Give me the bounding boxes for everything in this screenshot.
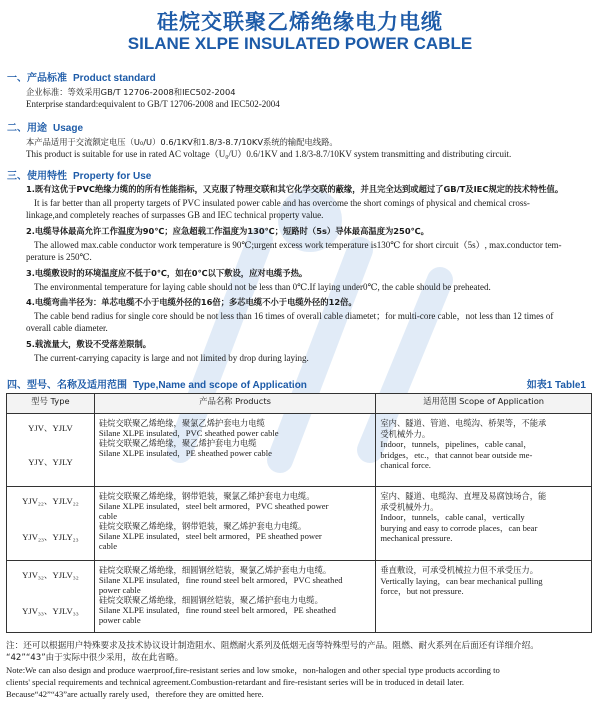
section-heading-en: Type,Name and scope of Application [133,380,307,391]
property-2-en: The allowed max.cable conductor work temperature is 90℃;urgent excess work temperature is130℃ for short circuit（5s）, max.conductor tem- [34,240,562,250]
note-cn: 注：还可以根据用户特殊要求及技术协议设计制造阻水、阻燃耐火系列及低烟无卤等特殊型号的产品。阻燃、耐火系列在后面还有详细介绍。 [6,641,539,651]
scope-line: bridges，etc.，that cannot bear outside me- [380,449,533,460]
section-heading-cn: 二、用途 [7,123,47,134]
scope-line: force，but not pressure. [380,586,464,596]
section-heading-en: Usage [53,123,84,134]
scope-line: 受机械外力。 [380,428,431,439]
scope-cell [376,561,592,633]
standard-en: Enterprise standard:equivalent to GB/T 12706-2008 and IEC502-2004 [26,99,280,109]
type-cell [7,561,95,633]
type-value: YJV、YJLV [28,423,73,433]
property-2-en-cont: perature is 250℃. [26,252,92,262]
table-row [7,561,592,633]
scope-line: burying and easy to corrode places，can bear [380,522,538,533]
product-line: Silane XLPE insulated，fine round steel belt armored，PVC sheathed [98,575,343,585]
section-heading-usage [7,119,83,134]
property-3-en: The environmental temperature for laying cable should not be less than 0℃.If laying under0℃, the cable should be preheated. [34,282,491,292]
note-en-2: clients' special requirements and technical agreement.Combustion-retardant and fire-resistant series will be in troduced in detail later. [6,677,465,687]
note-en: Note:We can also design and produce waerproof,fire-resistant series and low smoke，non-halogen and other special type products according to [6,665,500,675]
section-heading-property [7,167,151,182]
scope-line: chanical force. [380,460,431,470]
product-line: Silane XLPE insulated，PVC sheathed power cable [98,428,279,438]
scope-line: 室内、隧道、管道、电缆沟、桥架等，不能承 [380,418,547,428]
scope-line: 垂直敷设，可承受机械拉力但不承受压力。 [380,565,538,575]
type-table [6,393,592,633]
section-heading-cn: 四、型号、名称及适用范围 [7,380,127,391]
products-cell [94,487,375,561]
scope-line: Indoor，tunnels，pipelines，cable canal， [380,439,532,449]
note-cn-2: “42”“43”由于实际中很少采用，故在此省略。 [6,653,184,663]
header-type: 型号 Type [7,394,95,414]
type-cell [7,414,95,487]
property-3-cn: 3.电缆敷设时的环境温度应不低于0℃，如在0℃以下敷设，应对电缆予热。 [26,268,308,278]
product-line: 硅烷交联聚乙烯绝缘，细圆钢丝铠装，聚氯乙烯护套电力电缆。 [98,565,332,575]
scope-cell [376,414,592,487]
property-1-cn: 1.既有这优于PVC绝缘力缆的的所有性能指标，又克服了特理交联和其它化学交联的蔽缘，并且完全达到或超过了GB/T及IEC规定的技术特性值。 [26,184,564,194]
type-value: YJV₂₃、YJLY₂₃ [22,532,79,542]
scope-line: 承受机械外力。 [380,501,439,512]
property-4-en: The cable bend radius for single core should be not less than 16 times of overall cable diametet；for multi-core cable，not less than 12 times of [34,311,554,321]
scope-line: Indoor，tunnels，cable canal，vertically [380,512,525,522]
table-row [7,487,592,561]
scope-line: 室内、隧道、电缆沟、直埋及易腐蚀场合，能 [380,491,547,501]
product-line: 硅烷交联聚乙烯绝缘，聚乙烯护套电力电缆 [98,438,257,448]
scope-line: mechanical pressure. [380,533,453,543]
property-2-cn: 2.电缆导体最高允许工作温度为90℃；应急超载工作温度为130℃；短路时（5s）导体最高温度为250℃。 [26,226,429,236]
table-label: 如表1 Table1 [526,380,586,391]
product-line: Silane XLPE insulated，steel belt armored，PVC sheathed power [98,501,329,511]
usage-cn: 本产品适用于交流额定电压（U₀/U）0.6/1KV和1.8/3-8.7/10KV系统的输配电线路。 [26,137,338,147]
product-line: 硅烷交联聚乙烯绝缘，细圆钢丝铠装，聚乙烯护套电力电缆。 [98,595,323,605]
property-4-cn: 4.电缆弯曲半径为：单芯电缆不小于电缆外径的16倍；多芯电缆不小于电缆外径的12倍。 [26,297,357,307]
type-cell [7,487,95,561]
property-5-cn: 5.载流量大，敷设不受落差限制。 [26,339,152,349]
product-line: Silane XLPE insulated，PE sheathed power cable [98,448,272,458]
type-value: YJV₃₂、YJLV₃₂ [22,570,79,580]
property-1-en-cont: linkage,and completely reaches of surpasses GB and IEC technical property value. [26,210,324,220]
scope-line: Vertically laying，can bear mechanical pulling [380,575,543,586]
header-products: 产品名称 Products [94,394,375,414]
section-heading-type [7,376,307,391]
property-5-en: The current-carrying capacity is large and not limited by drop during laying. [34,353,309,363]
page-title-cn: 硅烷交联聚乙烯绝缘电力电缆 [157,10,443,34]
scope-cell [376,487,592,561]
property-4-en-cont: overall cable diameter. [26,323,108,333]
table-header-row [7,394,592,414]
product-line: Silane XLPE insulated，fine round steel belt armored，PE sheathed [98,605,336,615]
standard-cn: 企业标准：等效采用GB/T 12706-2008和IEC502-2004 [26,87,236,97]
section-heading-standard [7,69,156,84]
header-scope: 适用范围 Scope of Application [376,394,592,414]
section-heading-en: Product standard [73,73,156,84]
property-1-en: It is far better than all property targets of PVC insulated power cable and has overcome the short comings of physical and chemical cross- [34,198,530,208]
products-cell [94,561,375,633]
product-line: 硅烷交联聚乙烯绝缘，钢带铠装，聚乙烯护套电力电缆。 [98,521,307,531]
usage-en: This product is suitable for use in rated AC voltage（U₀/U）0.6/1KV and 1.8/3-8.7/10KV system transmitting and distributing circuit. [26,149,512,159]
type-value: YJY、YJLY [28,457,73,467]
section-heading-cn: 一、产品标准 [7,73,67,84]
type-value: YJV₃₃、YJLV₃₃ [22,606,79,616]
product-line: cable [98,541,118,551]
table-row [7,414,592,487]
product-line: power cable [98,615,141,625]
page-title-en: SILANE XLPE INSULATED POWER CABLE [127,34,473,53]
product-line: 硅烷交联聚乙烯绝缘，聚氯乙烯护套电力电缆 [98,418,265,428]
section-heading-cn: 三、使用特性 [7,171,67,182]
section-heading-en: Property for Use [73,171,152,182]
product-line: 硅烷交联聚乙烯绝缘，钢带铠装，聚氯乙烯护套电力电缆。 [98,491,315,501]
product-line: cable [98,511,118,521]
note-en-3: Because“42”“43”are actually rarely used，therefore they are omitted here. [6,689,264,699]
product-line: Silane XLPE insulated，steel belt armored，PE sheathed power [98,531,322,541]
type-value: YJV₂₂、YJLV₂₂ [22,496,79,506]
product-line: power cable [98,585,141,595]
products-cell [94,414,375,487]
